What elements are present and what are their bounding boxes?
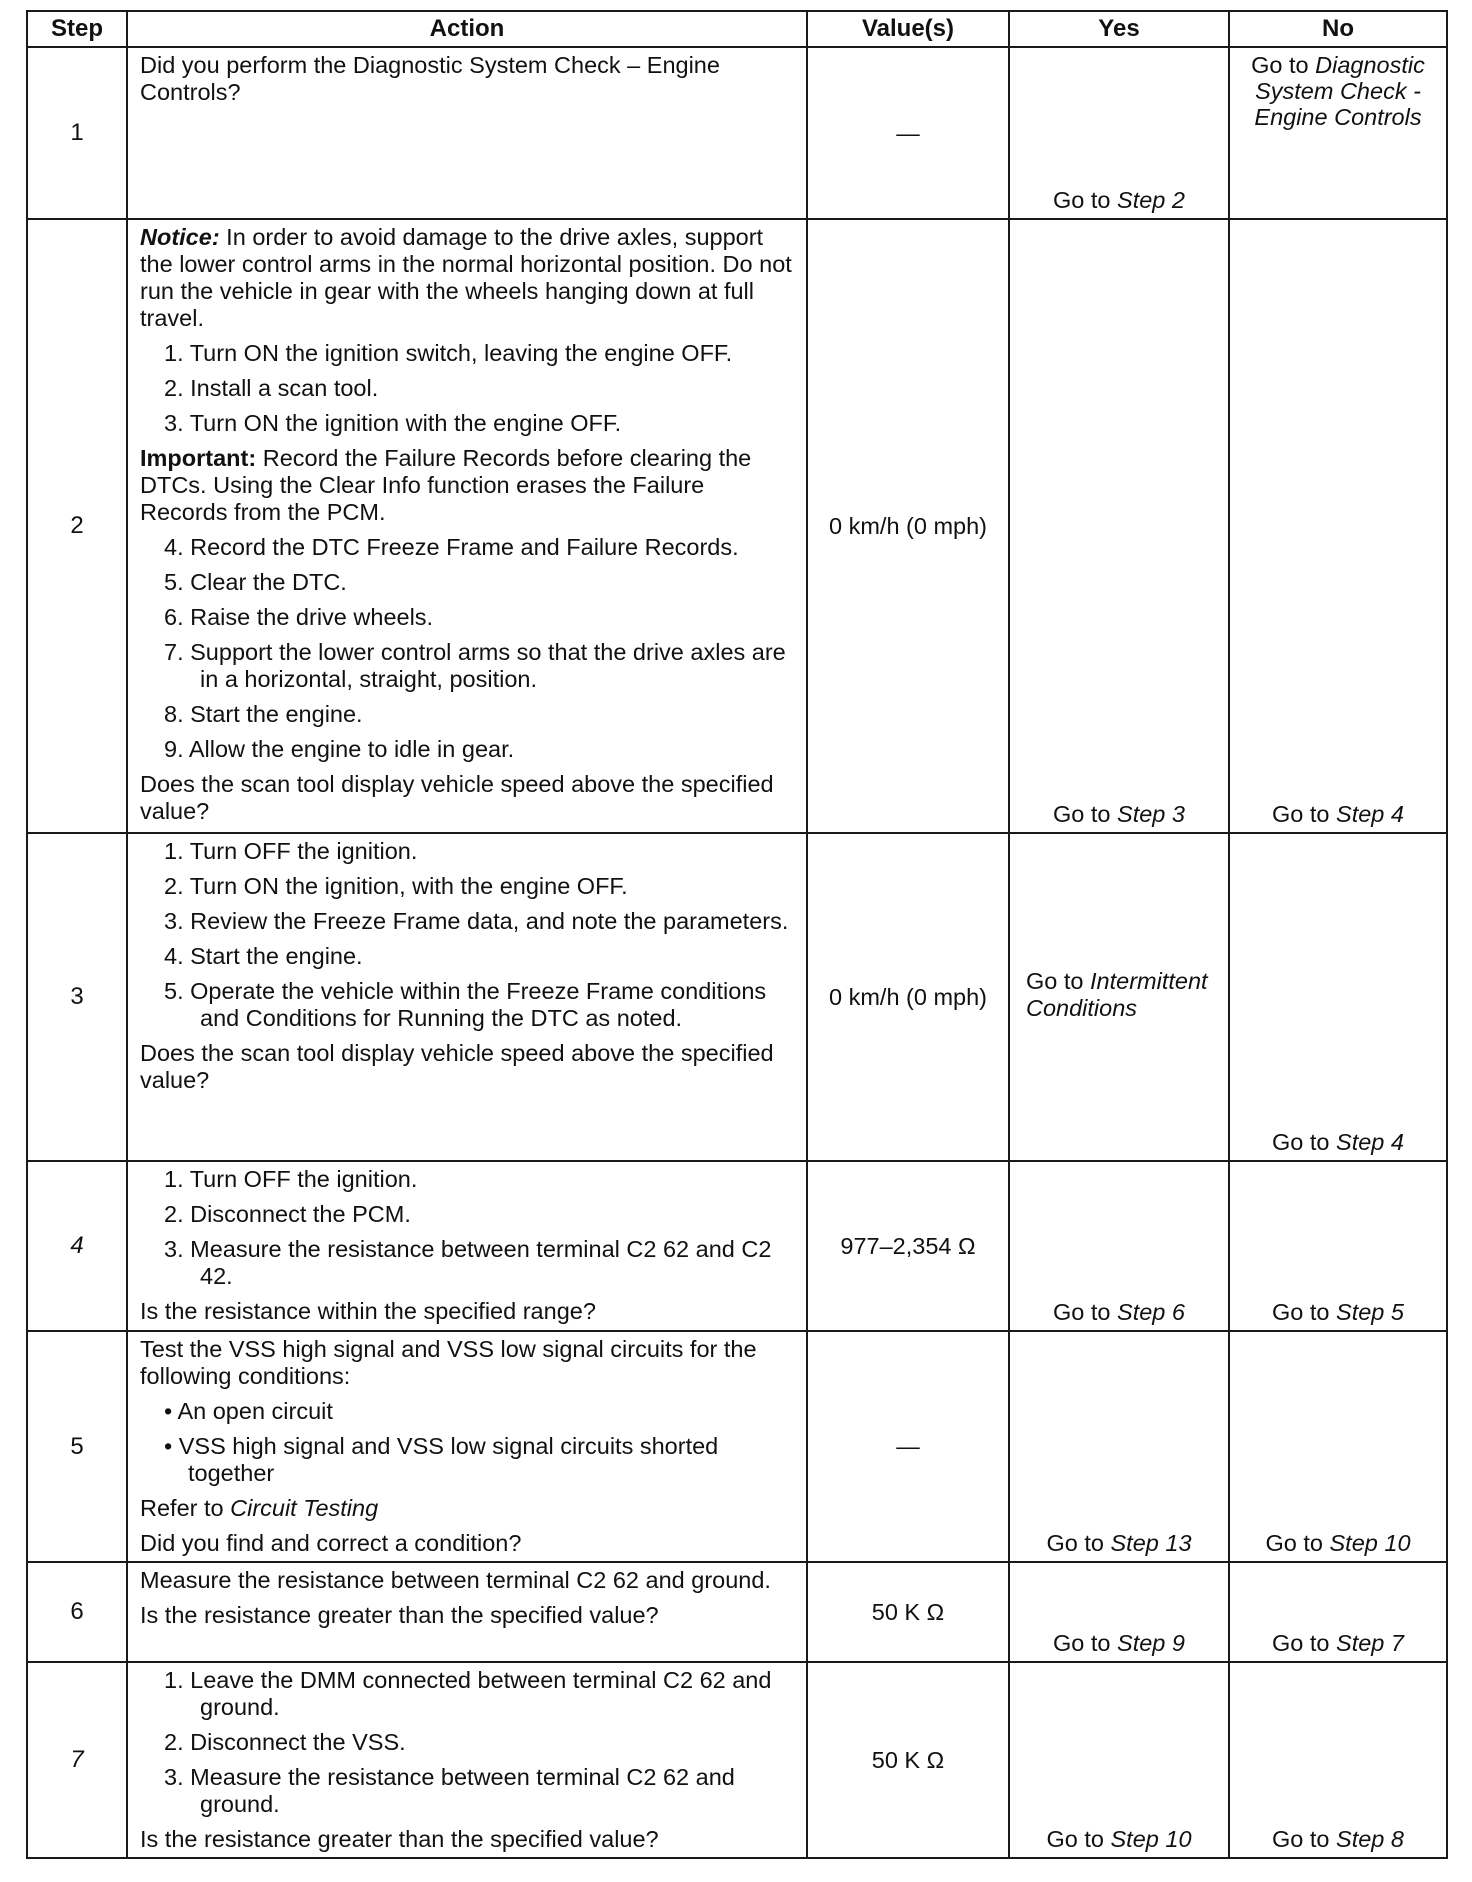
yes-cell (1009, 833, 1229, 1161)
list-item: 2. Disconnect the VSS. (164, 1729, 406, 1755)
step-list (140, 340, 798, 437)
list-item: 1. Leave the DMM connected between terminal C2 62 and ground. (164, 1667, 772, 1720)
no-prefix: Go to (1272, 801, 1337, 827)
notice-text: In order to avoid damage to the drive axles, support the lower control arms in the normal horizontal position. Do not run the vehicle in gear with the wheels hanging down at full travel. (140, 224, 792, 331)
no-cell (1229, 1562, 1447, 1662)
yes-link-step-3[interactable]: Step 3 (1117, 801, 1185, 827)
value-cell: — (807, 1331, 1009, 1562)
table-row-step-4 (27, 1161, 1447, 1331)
yes-link-step-13[interactable]: Step 13 (1110, 1530, 1192, 1556)
value-cell: 0 km/h (0 mph) (807, 219, 1009, 833)
list-item: 6. Raise the drive wheels. (164, 604, 434, 630)
list-item: 3. Turn ON the ignition with the engine OFF. (164, 410, 622, 436)
yes-prefix: Go to (1053, 1299, 1118, 1325)
yes-prefix: Go to (1053, 187, 1118, 213)
action-question: Is the resistance within the specified range? (140, 1298, 596, 1324)
no-link-step-4[interactable]: Step 4 (1336, 801, 1404, 827)
yes-prefix: Go to (1026, 968, 1091, 994)
yes-cell (1009, 1331, 1229, 1562)
list-item: 2. Turn ON the ignition, with the engine OFF. (164, 873, 628, 899)
table-row-step-1 (27, 47, 1447, 219)
no-prefix: Go to (1265, 1530, 1330, 1556)
step-number: 6 (27, 1562, 127, 1662)
yes-cell (1009, 1161, 1229, 1331)
step-list (140, 534, 798, 763)
step-number: 4 (27, 1161, 127, 1331)
no-cell (1229, 1331, 1447, 1562)
step-list (140, 1166, 798, 1290)
circuit-testing-link[interactable]: Circuit Testing (230, 1495, 379, 1521)
notice-label: Notice: (140, 224, 220, 250)
list-item: 1. Turn ON the ignition switch, leaving the engine OFF. (164, 340, 733, 366)
list-item: 2. Disconnect the PCM. (164, 1201, 411, 1227)
action-question: Did you find and correct a condition? (140, 1530, 522, 1556)
list-item: 2. Install a scan tool. (164, 375, 379, 401)
list-item: • An open circuit (164, 1398, 333, 1424)
table-row-step-3 (27, 833, 1447, 1161)
table-row-step-5 (27, 1331, 1447, 1562)
value-cell: 50 K Ω (807, 1562, 1009, 1662)
action-question: Does the scan tool display vehicle speed above the specified value? (140, 1040, 774, 1093)
header-yes: Yes (1009, 11, 1229, 47)
bullet-list (140, 1398, 798, 1487)
yes-cell (1009, 1662, 1229, 1858)
yes-cell (1009, 1562, 1229, 1662)
value-cell: 50 K Ω (807, 1662, 1009, 1858)
step-number: 1 (27, 47, 127, 219)
list-item: 4. Record the DTC Freeze Frame and Failure Records. (164, 534, 739, 560)
yes-prefix: Go to (1046, 1826, 1111, 1852)
action-cell (127, 833, 807, 1161)
value-cell: 977–2,354 Ω (807, 1161, 1009, 1331)
table-row-step-7 (27, 1662, 1447, 1858)
no-link-step-4[interactable]: Step 4 (1336, 1129, 1404, 1155)
step-number: 3 (27, 833, 127, 1161)
yes-link-intermittent-conditions[interactable]: Intermittent Conditions (1026, 968, 1208, 1021)
list-item: 5. Operate the vehicle within the Freeze Frame conditions and Conditions for Running the DTC as noted. (164, 978, 767, 1031)
no-link-diagnostic-system-check[interactable]: Diagnostic System Check - Engine Controls (1254, 52, 1425, 130)
important-text: Record the Failure Records before clearing the DTCs. Using the Clear Info function erases the Failure Records from the PCM. (140, 445, 752, 525)
no-prefix: Go to (1272, 1826, 1337, 1852)
list-item: 1. Turn OFF the ignition. (164, 838, 418, 864)
action-intro: Test the VSS high signal and VSS low signal circuits for the following conditions: (140, 1336, 757, 1389)
header-step: Step (27, 11, 127, 47)
action-question: Is the resistance greater than the specified value? (140, 1826, 659, 1852)
refer-prefix: Refer to (140, 1495, 231, 1521)
no-cell (1229, 1662, 1447, 1858)
header-no: No (1229, 11, 1447, 47)
important-paragraph (140, 445, 798, 526)
yes-link-step-10[interactable]: Step 10 (1110, 1826, 1192, 1852)
yes-prefix: Go to (1046, 1530, 1111, 1556)
no-cell (1229, 47, 1447, 219)
table-row-step-6 (27, 1562, 1447, 1662)
step-number: 7 (27, 1662, 127, 1858)
no-prefix: Go to (1272, 1129, 1337, 1155)
list-item: 3. Measure the resistance between terminal C2 62 and ground. (164, 1764, 735, 1817)
header-values: Value(s) (807, 11, 1009, 47)
action-cell (127, 1331, 807, 1562)
step-list (140, 1667, 798, 1818)
action-question: Did you perform the Diagnostic System Check – Engine Controls? (140, 52, 720, 105)
action-question: Is the resistance greater than the specified value? (140, 1602, 659, 1628)
yes-prefix: Go to (1053, 1630, 1118, 1656)
no-link-step-5[interactable]: Step 5 (1336, 1299, 1404, 1325)
diagnostic-table (26, 10, 1448, 1859)
yes-cell (1009, 47, 1229, 219)
no-link-step-8[interactable]: Step 8 (1336, 1826, 1404, 1852)
header-row (27, 11, 1447, 47)
table-row-step-2 (27, 219, 1447, 833)
list-item: 3. Review the Freeze Frame data, and note the parameters. (164, 908, 789, 934)
step-list (140, 838, 798, 1032)
header-action: Action (127, 11, 807, 47)
no-cell (1229, 1161, 1447, 1331)
list-item: 3. Measure the resistance between terminal C2 62 and C2 42. (164, 1236, 772, 1289)
no-prefix: Go to (1251, 52, 1316, 78)
list-item: 8. Start the engine. (164, 701, 363, 727)
value-cell: — (807, 47, 1009, 219)
list-item: 5. Clear the DTC. (164, 569, 347, 595)
yes-link-step-6[interactable]: Step 6 (1117, 1299, 1185, 1325)
action-cell (127, 47, 807, 219)
action-cell (127, 1161, 807, 1331)
refer-line (140, 1495, 798, 1522)
yes-cell (1009, 219, 1229, 833)
no-prefix: Go to (1272, 1299, 1337, 1325)
list-item: 4. Start the engine. (164, 943, 363, 969)
list-item: • VSS high signal and VSS low signal circuits shorted together (164, 1433, 719, 1486)
step-number: 5 (27, 1331, 127, 1562)
no-link-step-10[interactable]: Step 10 (1329, 1530, 1411, 1556)
yes-link-step-2[interactable]: Step 2 (1117, 187, 1185, 213)
action-cell (127, 1562, 807, 1662)
no-link-step-7[interactable]: Step 7 (1336, 1630, 1404, 1656)
action-cell (127, 1662, 807, 1858)
important-label: Important: (140, 445, 257, 471)
yes-link-step-9[interactable]: Step 9 (1117, 1630, 1185, 1656)
no-prefix: Go to (1272, 1630, 1337, 1656)
list-item: 9. Allow the engine to idle in gear. (164, 736, 515, 762)
no-cell (1229, 219, 1447, 833)
action-intro: Measure the resistance between terminal C2 62 and ground. (140, 1567, 771, 1593)
step-number: 2 (27, 219, 127, 833)
list-item: 7. Support the lower control arms so that the drive axles are in a horizontal, straight, position. (164, 639, 786, 692)
list-item: 1. Turn OFF the ignition. (164, 1166, 418, 1192)
action-cell (127, 219, 807, 833)
notice-paragraph (140, 224, 798, 332)
value-cell: 0 km/h (0 mph) (807, 833, 1009, 1161)
action-question: Does the scan tool display vehicle speed above the specified value? (140, 771, 774, 824)
no-cell (1229, 833, 1447, 1161)
yes-prefix: Go to (1053, 801, 1118, 827)
